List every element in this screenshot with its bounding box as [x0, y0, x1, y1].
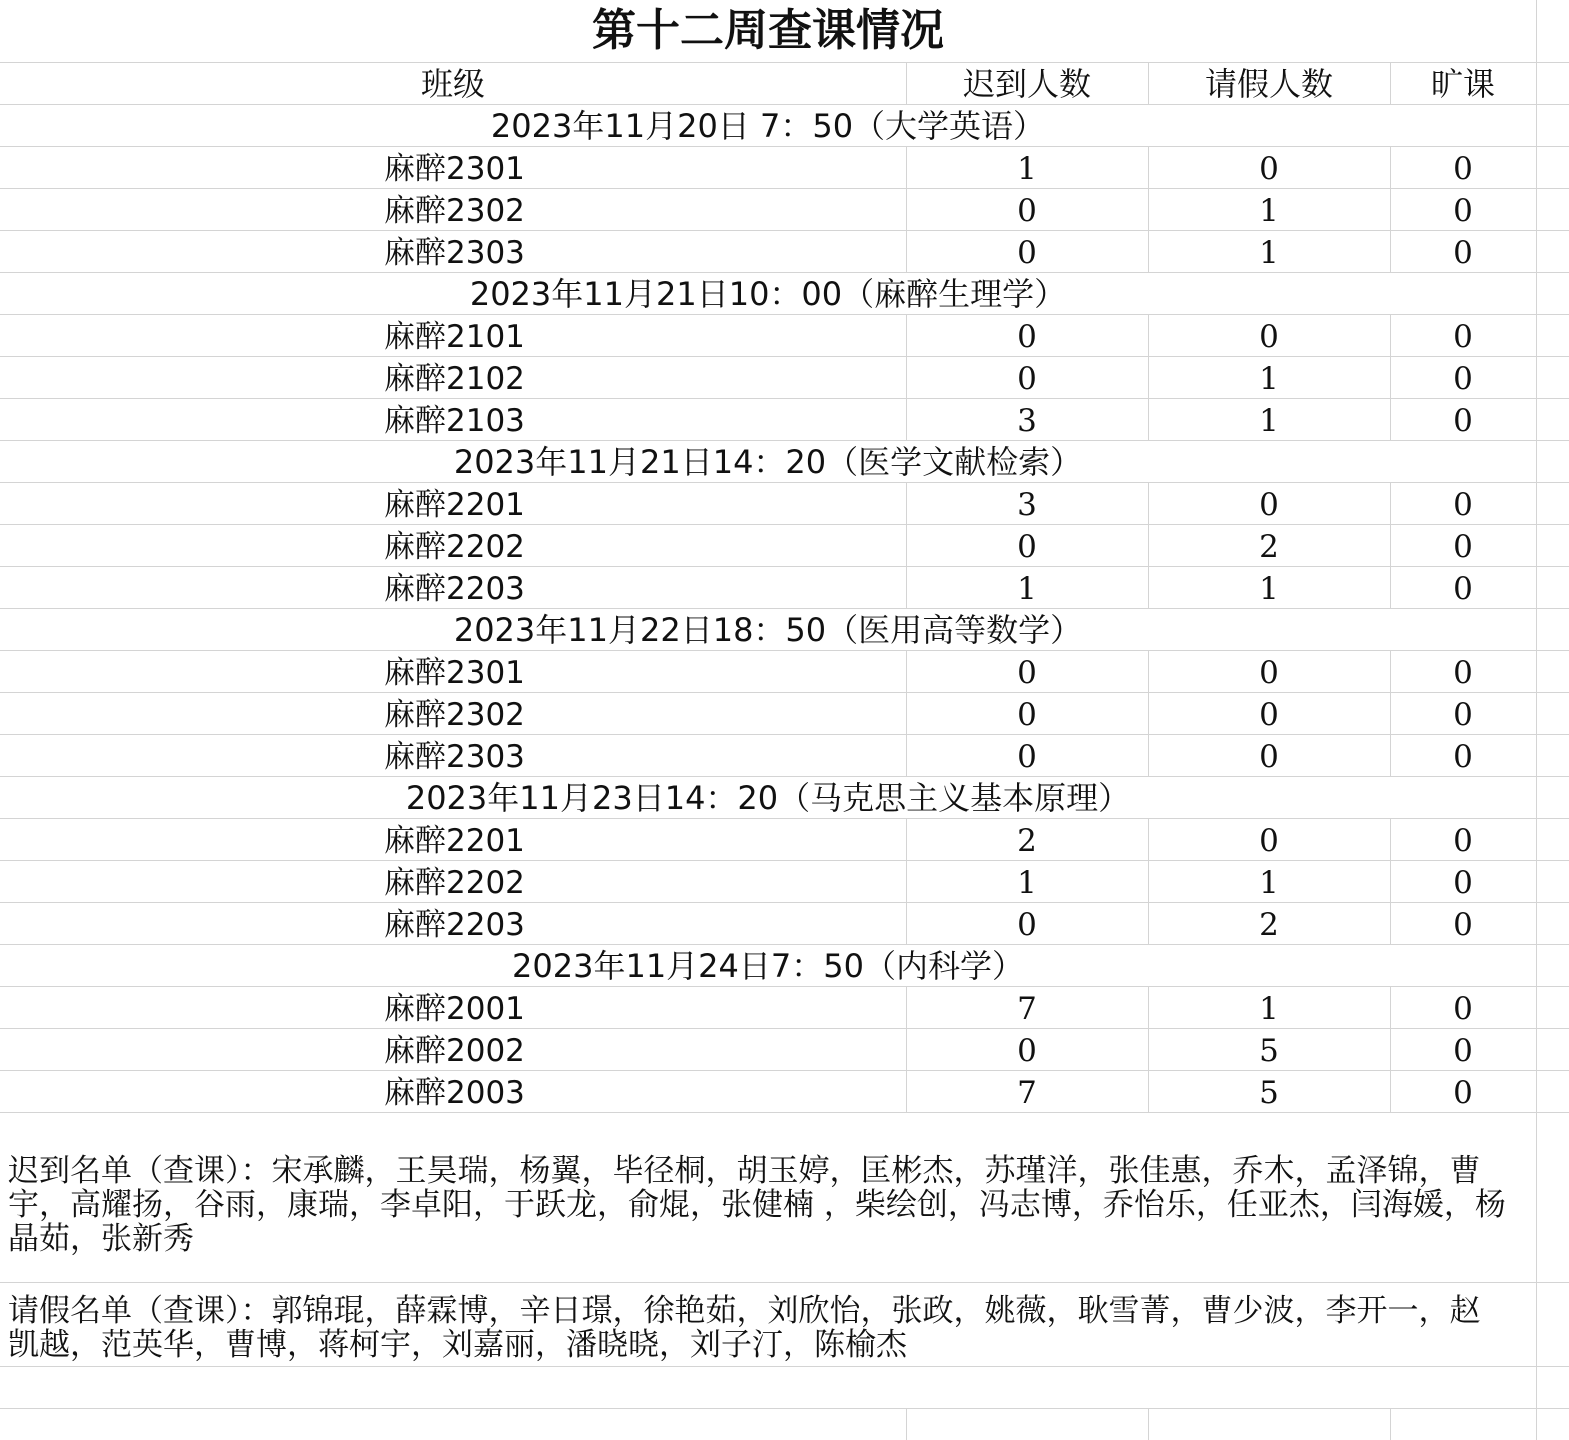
grid-hline [0, 1282, 1569, 1283]
table-row [0, 734, 1536, 776]
leave-count-cell: 5 [1259, 1033, 1279, 1069]
leave-list: 请假名单（查课）：郭锦琨，薛霖博，辛日璟，徐艳茹，刘欣怡，张政，姚薇，耿雪菁，曹少波，李开一，赵凯越，范英华，曹博，蒋柯宇，刘嘉丽，潘晓晓，刘子汀，陈榆杰 [8, 1293, 1481, 1363]
late-count-cell: 1 [1017, 151, 1037, 187]
leave-count-cell: 1 [1259, 403, 1279, 439]
leave-count-cell: 0 [1259, 823, 1279, 859]
leave-count-cell: 0 [1259, 739, 1279, 775]
page-title: 第十二周查课情况 [592, 5, 944, 56]
grid-vline [1148, 1408, 1149, 1440]
class-cell: 麻醉2302 [384, 697, 525, 733]
table-row [0, 482, 1536, 524]
absent-count-cell: 0 [1453, 193, 1473, 229]
table-row [0, 314, 1536, 356]
absent-count-cell: 0 [1453, 739, 1473, 775]
session-title: 2023年11月21日10：00（麻醉生理学） [469, 275, 1067, 313]
class-cell: 麻醉2003 [384, 1075, 525, 1111]
session-title: 2023年11月24日7：50（内科学） [512, 947, 1024, 985]
leave-count-cell: 1 [1259, 865, 1279, 901]
absent-count-cell: 0 [1453, 1075, 1473, 1111]
late-count-cell: 3 [1017, 403, 1037, 439]
grid-vline [1390, 1408, 1391, 1440]
table-row [0, 902, 1536, 944]
table-row [0, 860, 1536, 902]
late-count-cell: 7 [1017, 991, 1037, 1027]
absent-count-cell: 0 [1453, 697, 1473, 733]
late-count-cell: 1 [1017, 571, 1037, 607]
late-count-cell: 0 [1017, 655, 1037, 691]
table-row [0, 650, 1536, 692]
absent-count-cell: 0 [1453, 529, 1473, 565]
session-title: 2023年11月23日14：20（马克思主义基本原理） [405, 779, 1131, 817]
table-row [0, 398, 1536, 440]
class-cell: 麻醉2301 [384, 151, 525, 187]
absent-count-cell: 0 [1453, 571, 1473, 607]
class-cell: 麻醉2002 [384, 1033, 525, 1069]
grid-hline [0, 1366, 1569, 1367]
absent-count-cell: 0 [1453, 361, 1473, 397]
late-list: 迟到名单（查课）：宋承麟，王昊瑞，杨翼，毕径桐，胡玉婷，匡彬杰，苏瑾洋，张佳惠，乔木，孟泽锦，曹宇，高耀扬，谷雨，康瑞，李卓阳，于跃龙，俞焜，张健楠 ，柴绘创，冯志博，乔怡乐，任亚杰，闫海媛，杨晶茹，张新秀 [8, 1153, 1506, 1257]
table-row [0, 524, 1536, 566]
absent-count-cell: 0 [1453, 1033, 1473, 1069]
late-count-cell: 0 [1017, 319, 1037, 355]
session-title: 2023年11月22日18：50（医用高等数学） [453, 611, 1083, 649]
absent-count-cell: 0 [1453, 151, 1473, 187]
table-row [0, 188, 1536, 230]
session-title: 2023年11月20日 7：50（大学英语） [490, 107, 1046, 145]
class-cell: 麻醉2102 [384, 361, 525, 397]
late-count-cell: 0 [1017, 1033, 1037, 1069]
table-row [0, 230, 1536, 272]
table-row [0, 1070, 1536, 1112]
absent-count-cell: 0 [1453, 235, 1473, 271]
late-count-cell: 0 [1017, 907, 1037, 943]
leave-count-cell: 1 [1259, 571, 1279, 607]
grid-hline [0, 1408, 1569, 1409]
absent-count-cell: 0 [1453, 823, 1473, 859]
class-cell: 麻醉2202 [384, 865, 525, 901]
class-cell: 麻醉2001 [384, 991, 525, 1027]
class-cell: 麻醉2201 [384, 487, 525, 523]
leave-count-cell: 0 [1259, 487, 1279, 523]
leave-count-cell: 0 [1259, 151, 1279, 187]
late-count-cell: 0 [1017, 739, 1037, 775]
leave-count-cell: 0 [1259, 655, 1279, 691]
absent-count-cell: 0 [1453, 319, 1473, 355]
late-count-cell: 0 [1017, 193, 1037, 229]
header-leave: 请假人数 [1204, 65, 1333, 103]
table-row [0, 986, 1536, 1028]
table-row [0, 146, 1536, 188]
table-row [0, 1028, 1536, 1070]
table-header [0, 62, 1536, 104]
leave-count-cell: 2 [1259, 529, 1279, 565]
absent-count-cell: 0 [1453, 907, 1473, 943]
absent-count-cell: 0 [1453, 403, 1473, 439]
late-count-cell: 0 [1017, 529, 1037, 565]
leave-count-cell: 1 [1259, 361, 1279, 397]
absent-count-cell: 0 [1453, 655, 1473, 691]
header-absent: 旷课 [1430, 65, 1495, 103]
late-count-cell: 0 [1017, 697, 1037, 733]
leave-count-cell: 5 [1259, 1075, 1279, 1111]
leave-count-cell: 1 [1259, 991, 1279, 1027]
late-count-cell: 7 [1017, 1075, 1037, 1111]
class-cell: 麻醉2201 [384, 823, 525, 859]
class-cell: 麻醉2302 [384, 193, 525, 229]
class-cell: 麻醉2303 [384, 235, 525, 271]
late-count-cell: 0 [1017, 235, 1037, 271]
late-count-cell: 1 [1017, 865, 1037, 901]
class-cell: 麻醉2301 [384, 655, 525, 691]
header-class: 班级 [420, 65, 485, 103]
absent-count-cell: 0 [1453, 991, 1473, 1027]
grid-hline [0, 1112, 1569, 1113]
grid-vline [906, 1408, 907, 1440]
header-late: 迟到人数 [962, 65, 1091, 103]
late-count-cell: 3 [1017, 487, 1037, 523]
absent-count-cell: 0 [1453, 487, 1473, 523]
class-cell: 麻醉2101 [384, 319, 525, 355]
class-cell: 麻醉2203 [384, 907, 525, 943]
table-row [0, 566, 1536, 608]
class-cell: 麻醉2103 [384, 403, 525, 439]
table-row [0, 356, 1536, 398]
leave-count-cell: 0 [1259, 697, 1279, 733]
class-cell: 麻醉2303 [384, 739, 525, 775]
leave-count-cell: 1 [1259, 235, 1279, 271]
grid-vline [1536, 0, 1537, 1440]
class-cell: 麻醉2202 [384, 529, 525, 565]
class-cell: 麻醉2203 [384, 571, 525, 607]
late-count-cell: 2 [1017, 823, 1037, 859]
table-row [0, 692, 1536, 734]
leave-count-cell: 1 [1259, 193, 1279, 229]
late-count-cell: 0 [1017, 361, 1037, 397]
table-body [0, 104, 1536, 1112]
leave-count-cell: 2 [1259, 907, 1279, 943]
leave-count-cell: 0 [1259, 319, 1279, 355]
table-row [0, 818, 1536, 860]
absent-count-cell: 0 [1453, 865, 1473, 901]
session-title: 2023年11月21日14：20（医学文献检索） [453, 443, 1083, 481]
